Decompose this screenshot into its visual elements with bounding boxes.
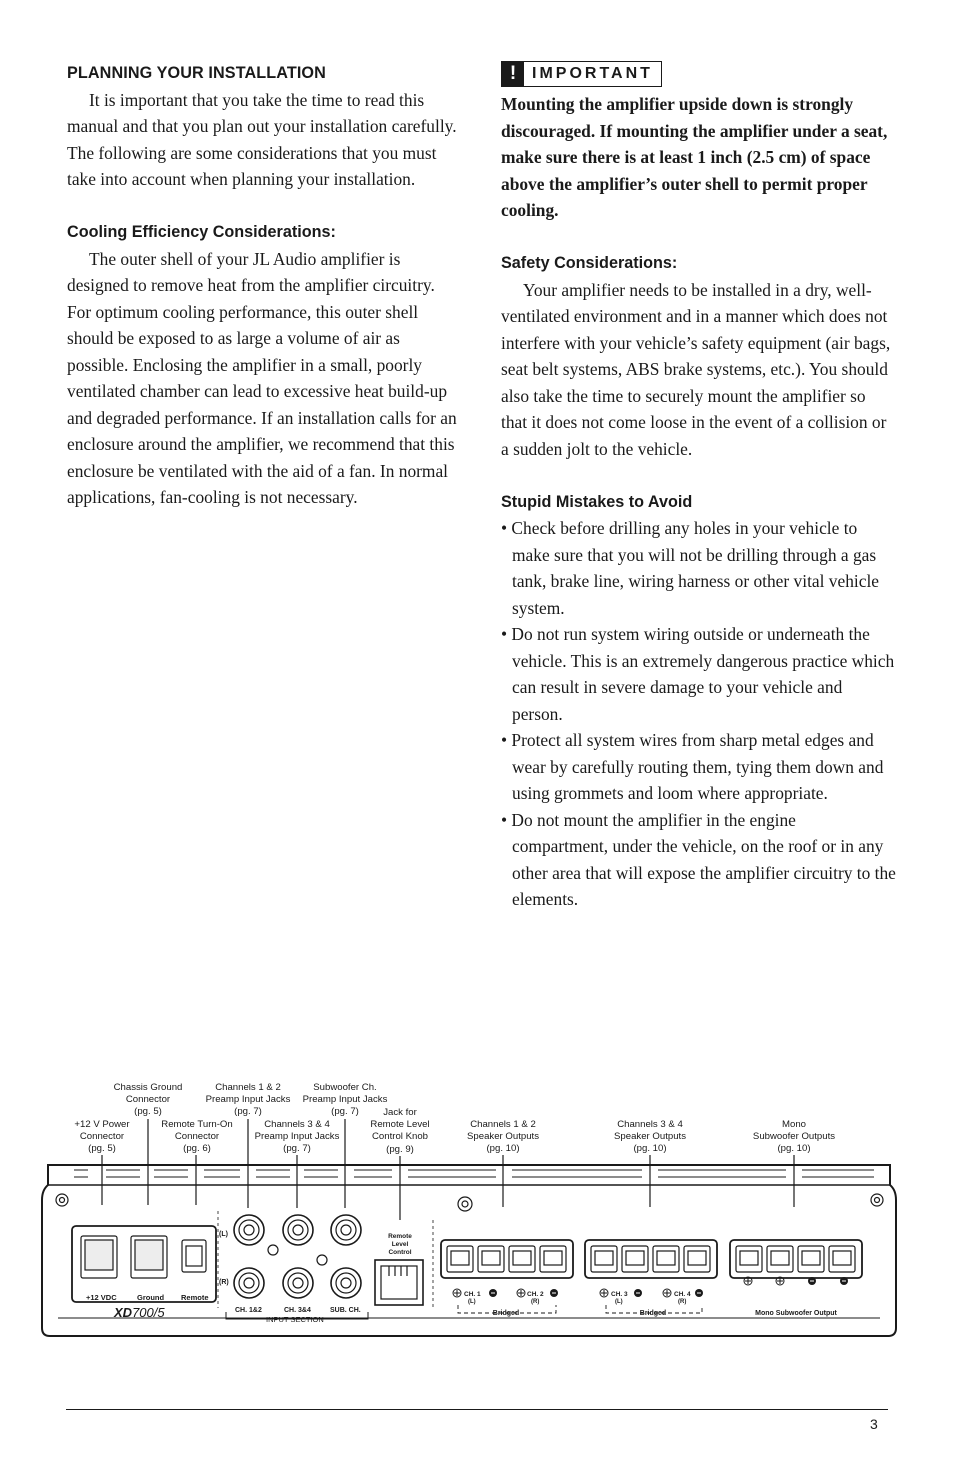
planning-intro: It is important that you take the time to read this manual and that you plan out your installation carefully. The following are some considerations that you must take into account when planning your installation. <box>67 89 457 189</box>
callout-chassis-ground: Chassis Ground Connector (pg. 5) <box>113 1082 183 1118</box>
label-bridged-34: Bridged <box>639 1310 667 1317</box>
label-ground: Ground <box>137 1293 165 1302</box>
page-number: 3 <box>870 1416 878 1432</box>
label-vdc: +12 VDC <box>86 1293 117 1302</box>
label-mono-output: Mono Subwoofer Output <box>755 1310 837 1317</box>
label-ch12-input: CH. 1&2 <box>235 1307 262 1314</box>
callout-remote-turn-on: Remote Turn-On Connector (pg. 6) <box>161 1119 233 1155</box>
label-out-ch4-r: (R) <box>678 1299 687 1305</box>
label-input-left: (L) <box>219 1231 228 1238</box>
ch34-speaker-block <box>585 1240 717 1278</box>
screw-right <box>871 1194 883 1206</box>
mistakes-heading: Stupid Mistakes to Avoid <box>501 492 693 511</box>
cooling-heading: Cooling Efficiency Considerations: <box>67 223 336 241</box>
callout-sub-preamp: Subwoofer Ch. Preamp Input Jacks (pg. 7) <box>302 1082 388 1118</box>
label-out-ch1-l: (L) <box>468 1299 476 1305</box>
planning-heading: PLANNING YOUR INSTALLATION <box>67 64 326 82</box>
label-ch34-input: CH. 3&4 <box>284 1307 311 1314</box>
label-input-right: (R) <box>219 1279 229 1286</box>
important-text: Mounting the amplifier upside down is strongly discouraged. If mounting the amplifier under a seat, make sure there is at least 1 inch (2.5 cm) of space above the amplifier’s outer shell to permit proper cooling. <box>501 94 888 221</box>
label-out-ch3: CH. 3 <box>611 1291 628 1298</box>
mistake-item: • Do not mount the amplifier in the engine compartment, under the vehicle, on the roof or in any other area that will expose the amplifier circuitry to the elements. <box>501 809 896 910</box>
callout-ch12-speaker: Channels 1 & 2 Speaker Outputs (pg. 10) <box>467 1119 539 1155</box>
label-remote-level-2: Level <box>391 1241 409 1248</box>
amplifier-panel-svg <box>28 1080 908 1350</box>
callout-remote-level: Jack for Remote Level Control Knob (pg. 9) <box>370 1107 430 1155</box>
callout-ch34-speaker: Channels 3 & 4 Speaker Outputs (pg. 10) <box>614 1119 686 1155</box>
chassis-ground-screw <box>458 1197 472 1211</box>
safety-body: Your amplifier needs to be installed in a dry, well-ventilated environment and in a manner which does not interfere with your vehicle’s safety equipment (air bags, seat belt systems, ABS brake systems, etc.). You should also take the time to securely mount the amplifier so that it does not come loose in the event of a collision or a sudden jolt to the vehicle. <box>501 279 891 459</box>
model-logo: XD700/5 <box>114 1305 165 1320</box>
callout-mono-sub: Mono Subwoofer Outputs (pg. 10) <box>752 1119 836 1155</box>
amplifier-panel-diagram <box>28 1080 908 1350</box>
ch12-speaker-block <box>441 1240 573 1278</box>
rca-inputs <box>234 1215 361 1298</box>
mistake-item: • Do not run system wiring outside or underneath the vehicle. This is an extremely dangerous practice which can result in severe damage to your vehicle and person. <box>501 624 895 724</box>
label-bridged-12: Bridged <box>492 1310 520 1317</box>
footer-rule <box>66 1409 888 1410</box>
label-remote-level-1: Remote <box>388 1233 412 1240</box>
label-out-ch2: CH. 2 <box>527 1291 544 1298</box>
right-column <box>501 60 896 913</box>
label-out-ch4: CH. 4 <box>674 1291 691 1298</box>
important-banner <box>501 61 662 87</box>
label-remote-level-3: Control <box>388 1249 412 1256</box>
callout-ch34-preamp: Channels 3 & 4 Preamp Input Jacks (pg. 7) <box>254 1119 340 1155</box>
important-label: IMPORTANT <box>532 65 653 82</box>
label-remote: Remote <box>181 1293 209 1302</box>
safety-heading: Safety Considerations: <box>501 254 678 273</box>
mistake-item: • Check before drilling any holes in your vehicle to make sure that you will not be drilling through a gas tank, brake line, wiring harness or other vital vehicle system. <box>501 518 880 618</box>
callout-power: +12 V Power Connector (pg. 5) <box>74 1119 130 1155</box>
screw-left <box>56 1194 68 1206</box>
label-out-ch1: CH. 1 <box>464 1291 481 1298</box>
important-mark: ! <box>502 62 524 86</box>
callout-ch12-preamp: Channels 1 & 2 Preamp Input Jacks (pg. 7) <box>205 1082 291 1118</box>
label-out-ch3-l: (L) <box>615 1299 623 1305</box>
remote-level-jack <box>375 1260 423 1305</box>
label-out-ch2-r: (R) <box>531 1299 540 1305</box>
left-column <box>67 60 457 511</box>
label-sub-input: SUB. CH. <box>330 1307 361 1314</box>
cooling-body: The outer shell of your JL Audio amplifier is designed to remove heat from the amplifier circuitry. For optimum cooling performance, this outer shell should be exposed to as large a volume of air as possible. Enclosing the amplifier in a small, poorly ventilated chamber can lead to excessive heat build-up and degraded performance. If an installation calls for an enclosure around the amplifier, we recommend that this enclosure be ventilated with the aid of a fan. In normal applications, fan-cooling is not necessary. <box>67 248 457 507</box>
mistake-item: • Protect all system wires from sharp metal edges and wear by carefully routing them, tying them down and using grommets and loom where appropriate. <box>501 730 884 804</box>
label-input-section: INPUT SECTION <box>266 1315 324 1324</box>
mono-speaker-block <box>730 1240 862 1278</box>
